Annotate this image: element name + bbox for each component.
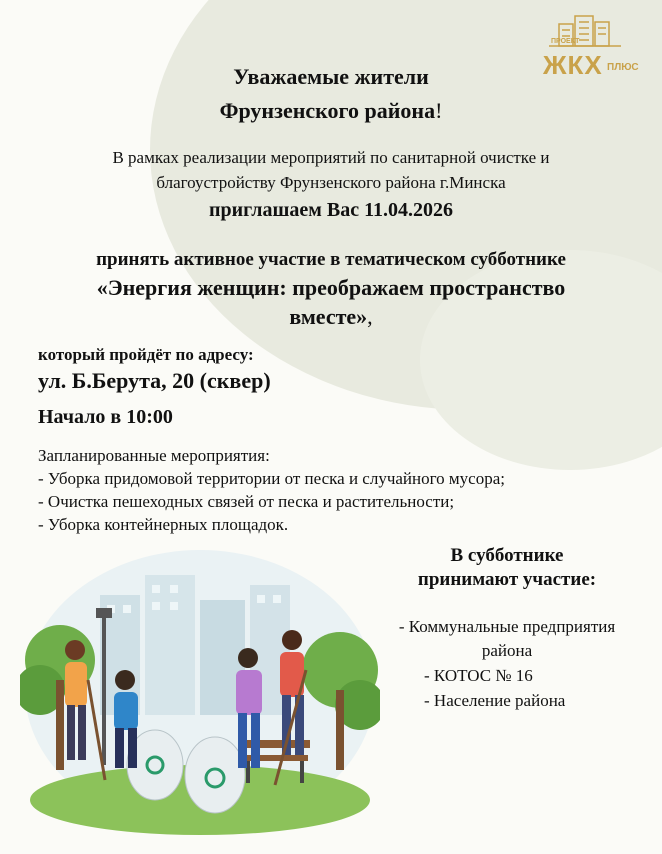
participants-title2: принимают участие: xyxy=(417,569,597,590)
heading-exclamation: ! xyxy=(435,98,443,123)
event-comma: , xyxy=(367,304,373,329)
activity-item: - Уборка придомовой территории от песка и случайного мусора; xyxy=(38,469,505,488)
participant-item: - КОТОС № 16 xyxy=(424,666,533,685)
event-line1: принять активное участие в тематическом субботнике xyxy=(96,249,566,270)
participant-item: района xyxy=(481,641,533,660)
heading-district: Фрунзенского района xyxy=(219,98,436,123)
address-value: ул. Б.Берута, 20 (сквер) xyxy=(38,368,271,393)
start-time: Начало в 10:00 xyxy=(38,406,173,428)
activities-title: Запланированные мероприятия: xyxy=(38,446,270,465)
invite-text: приглашаем Вас 11.04.2026 xyxy=(209,199,453,221)
participant-item: - Коммунальные предприятия xyxy=(398,617,616,636)
intro-line1: В рамках реализации мероприятий по санитарной очистке и xyxy=(112,148,550,167)
cleanup-illustration xyxy=(20,540,380,840)
participants-title1: В субботнике xyxy=(450,545,564,566)
event-name-end: вместе» xyxy=(289,304,368,329)
svg-text:ПРОЕКТ: ПРОЕКТ xyxy=(551,38,580,45)
event-line3 xyxy=(0,304,662,330)
address-label: который пройдёт по адресу: xyxy=(38,345,254,364)
activity-item: - Очистка пешеходных связей от песка и растительности; xyxy=(38,492,455,511)
logo-suffix: ПЛЮС xyxy=(607,62,639,73)
intro-line2: благоустройству Фрунзенского района г.Минска xyxy=(156,173,506,192)
activity-item: - Уборка контейнерных площадок. xyxy=(38,515,289,534)
participant-item: - Население района xyxy=(424,691,566,710)
heading-line2 xyxy=(0,98,662,124)
event-line2: «Энергия женщин: преображаем пространство xyxy=(96,275,566,300)
logo-text: ЖКХ xyxy=(543,50,603,80)
heading-line1: Уважаемые жители xyxy=(233,64,429,89)
